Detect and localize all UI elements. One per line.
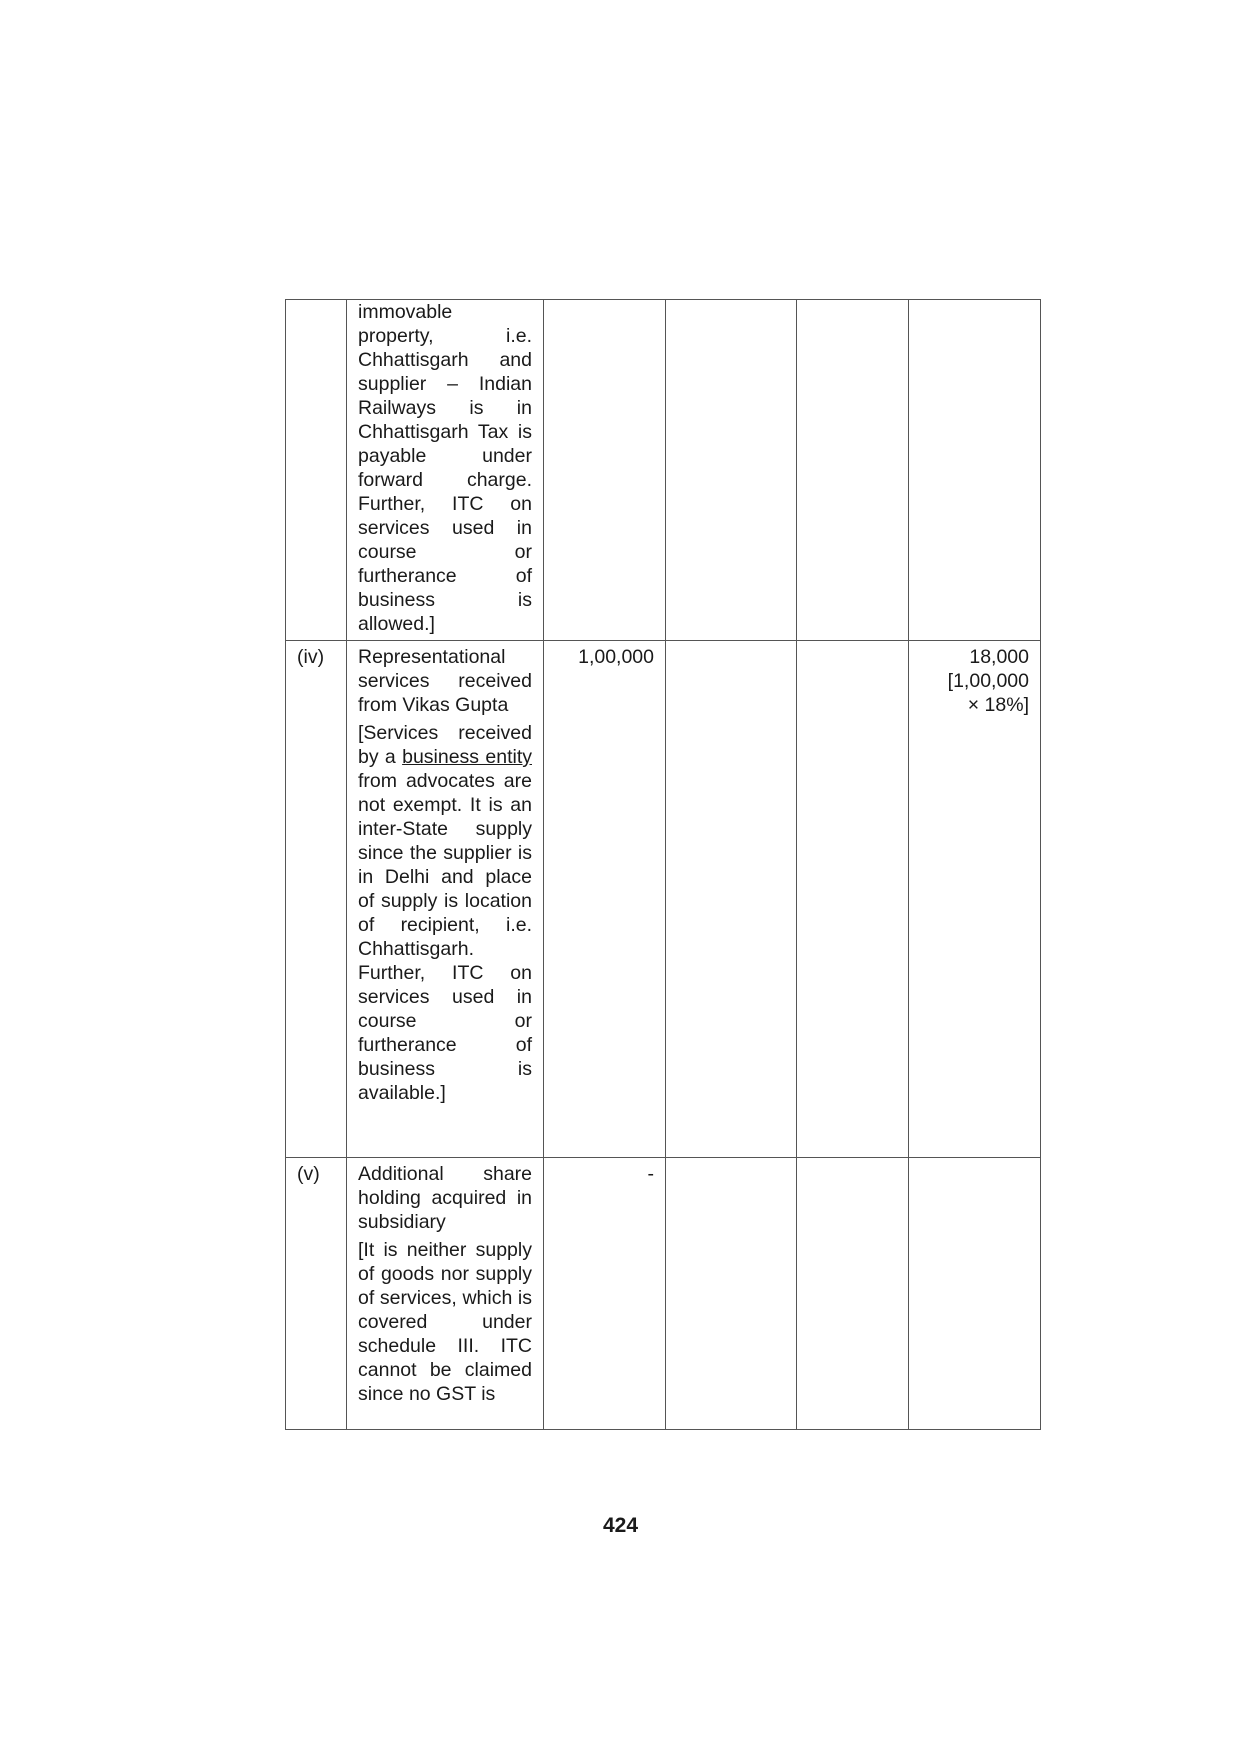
tax-amount: 18,000 — [969, 646, 1029, 668]
description-cell — [347, 1158, 544, 1430]
empty-cell — [797, 300, 909, 641]
description-title: Representational services received from Vikas Gupta — [358, 646, 532, 716]
empty-cell — [666, 300, 797, 641]
serial-number-cell: (v) — [286, 1158, 347, 1430]
description-note: immovable property, i.e. Chhattisgarh and supplier – Indian Railways is in Chhattisgarh Tax is payable under forward charge. Further, ITC on services used in course or furtherance of business is allowed.] — [358, 301, 532, 635]
description-cell — [347, 300, 544, 641]
empty-cell — [797, 1158, 909, 1430]
tax-cell — [909, 300, 1041, 641]
itc-computation-table — [285, 299, 1041, 1430]
description-note — [358, 721, 532, 1105]
page-number: 424 — [602, 1514, 639, 1537]
tax-cell — [909, 641, 1041, 1158]
value-cell: - — [544, 1158, 666, 1430]
description-note-text: from advocates are not exempt. It is an inter-State supply since the supplier is in Delhi and place of supply is location of recipient, i.e. Chhattisgarh. Further, ITC on services used in course or furtherance of business is available.] — [358, 770, 532, 1104]
description-note-text: [Services received by a — [358, 722, 532, 768]
serial-number-cell — [286, 300, 347, 641]
empty-cell — [797, 641, 909, 1158]
value-cell — [544, 300, 666, 641]
table-row — [286, 300, 1041, 641]
table-row — [286, 641, 1041, 1158]
empty-cell — [666, 1158, 797, 1430]
description-cell — [347, 641, 544, 1158]
serial-number-cell: (iv) — [286, 641, 347, 1158]
tax-calculation-line: [1,00,000 — [947, 670, 1029, 692]
tax-cell — [909, 1158, 1041, 1430]
tax-calculation-line: × 18%] — [967, 694, 1029, 716]
table-row — [286, 1158, 1041, 1430]
empty-cell — [666, 641, 797, 1158]
description-title: Additional share holding acquired in subsidiary — [358, 1163, 532, 1233]
value-cell: 1,00,000 — [544, 641, 666, 1158]
description-note: [It is neither supply of goods nor supply of services, which is covered under schedule III. ITC cannot be claimed since no GST is — [358, 1239, 532, 1405]
description-note-underlined: business entity — [402, 746, 532, 768]
